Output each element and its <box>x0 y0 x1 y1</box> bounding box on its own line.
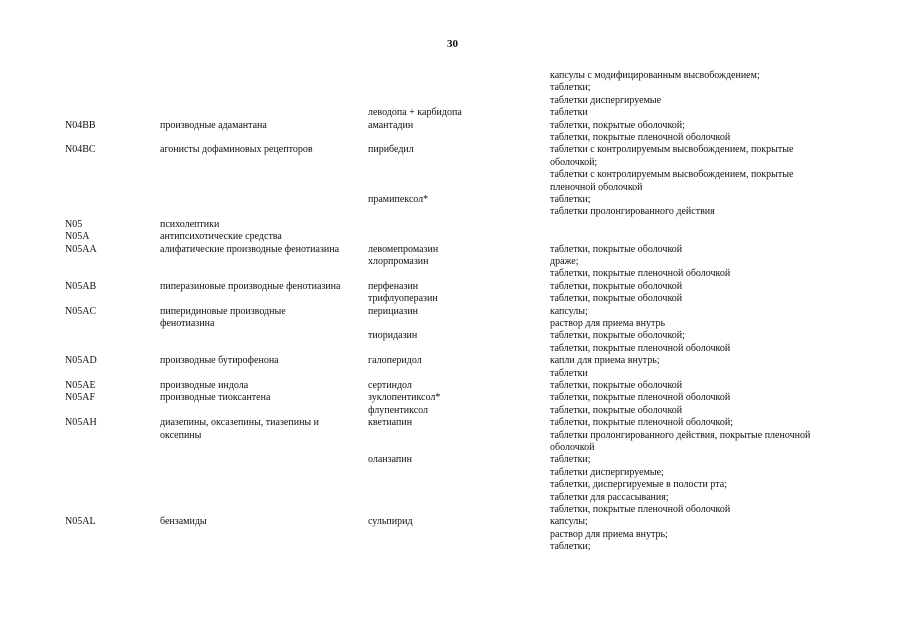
dosage-form: таблетки с контролируемым высвобождением, покрытые <box>550 144 794 156</box>
atc-code: N04BB <box>65 119 96 131</box>
drug-name: кветиапин <box>368 417 413 429</box>
drug-name: тиоридазин <box>368 330 418 342</box>
drug-name: перициазин <box>368 305 418 317</box>
table-row <box>0 82 905 95</box>
atc-code: N05AA <box>65 243 97 255</box>
dosage-form: таблетки, покрытые оболочкой; <box>550 330 685 342</box>
table-row <box>0 95 905 108</box>
pharmacological-group: алифатические производные фенотиазина <box>160 243 340 255</box>
pharmacological-group: производные индола <box>160 380 249 391</box>
drug-name: галоперидол <box>368 355 422 367</box>
dosage-form: капли для приема внутрь; <box>550 355 660 367</box>
table-row <box>0 182 905 195</box>
pharmacological-group: агонисты дофаминовых рецепторов <box>160 144 313 156</box>
dosage-form: таблетки, покрытые пленочной оболочкой <box>550 268 731 280</box>
drug-name: перфеназин <box>368 280 419 292</box>
drug-name: амантадин <box>368 119 414 131</box>
pharmacological-group: пиперидиновые производные <box>160 305 286 317</box>
dosage-form: таблетки пролонгированного действия <box>550 206 715 218</box>
dosage-form: таблетки диспергируемые; <box>550 466 664 478</box>
pharmacological-group: психолептики <box>160 218 220 230</box>
dosage-form: таблетки, покрытые оболочкой <box>550 404 683 416</box>
dosage-form: капсулы; <box>550 516 588 528</box>
atc-code: N05AF <box>65 392 96 404</box>
table-row <box>0 194 905 207</box>
table-row <box>0 516 905 529</box>
table-row <box>0 219 905 232</box>
dosage-form: таблетки <box>550 107 588 119</box>
table-row <box>0 268 905 281</box>
dosage-form: таблетки, диспергируемые в полости рта; <box>550 479 727 491</box>
dosage-form: таблетки, покрытые пленочной оболочкой <box>550 392 731 404</box>
table-row <box>0 479 905 492</box>
drug-name: хлорпромазин <box>368 256 429 267</box>
page-number: 30 <box>447 38 458 50</box>
drug-name: оланзапин <box>368 454 412 466</box>
dosage-form: таблетки диспергируемые <box>550 94 662 106</box>
table-row <box>0 244 905 257</box>
pharmacological-group: оксепины <box>160 429 202 441</box>
table-row <box>0 368 905 381</box>
pharmacological-group: производные тиоксантена <box>160 392 271 404</box>
dosage-form: таблетки, покрытые оболочкой <box>550 280 683 292</box>
table-row <box>0 392 905 405</box>
atc-code: N05AL <box>65 516 96 528</box>
dosage-form: таблетки; <box>550 82 591 94</box>
dosage-form: таблетки; <box>550 541 591 553</box>
atc-code: N05AE <box>65 380 96 391</box>
dosage-form: оболочкой; <box>550 156 598 168</box>
atc-code: N05A <box>65 231 90 243</box>
pharmacological-group: диазепины, оксазепины, тиазепины и <box>160 417 319 429</box>
pharmacological-group: фенотиазина <box>160 318 215 329</box>
table-row <box>0 343 905 356</box>
dosage-form: таблетки, покрытые оболочкой <box>550 380 683 391</box>
drug-name: левомепромазин <box>368 243 439 255</box>
dosage-form: оболочкой <box>550 442 595 453</box>
table-row <box>0 107 905 120</box>
table-row <box>0 157 905 170</box>
table-row <box>0 529 905 542</box>
dosage-form: таблетки, покрытые оболочкой <box>550 243 683 255</box>
table-row <box>0 467 905 480</box>
table-row <box>0 492 905 505</box>
table-row <box>0 293 905 306</box>
drug-name: трифлуоперазин <box>368 293 438 305</box>
table-row <box>0 231 905 244</box>
dosage-form: таблетки с контролируемым высвобождением, покрытые <box>550 169 794 181</box>
dosage-form: таблетки, покрытые пленочной оболочкой <box>550 504 731 515</box>
pharmacological-group: бензамиды <box>160 516 207 528</box>
table-row <box>0 541 905 554</box>
drug-name: сертиндол <box>368 380 412 391</box>
dosage-form: таблетки пролонгированного действия, покрытые пленочной <box>550 429 811 441</box>
atc-code: N05 <box>65 218 83 230</box>
atc-code: N05AB <box>65 280 97 292</box>
table-row <box>0 206 905 219</box>
table-row <box>0 417 905 430</box>
atc-code: N05AH <box>65 417 97 429</box>
table-row <box>0 330 905 343</box>
table-row <box>0 281 905 294</box>
table-row <box>0 380 905 393</box>
dosage-form: таблетки; <box>550 194 591 205</box>
dosage-form: таблетки, покрытые оболочкой; <box>550 119 685 131</box>
dosage-form: раствор для приема внутрь <box>550 318 666 329</box>
table-row <box>0 405 905 418</box>
table-row <box>0 144 905 157</box>
pharmacological-group: антипсихотические средства <box>160 231 282 243</box>
atc-code: N05AC <box>65 305 97 317</box>
table-row <box>0 70 905 83</box>
table-row <box>0 120 905 133</box>
table-row <box>0 454 905 467</box>
drug-name: зуклопентиксол* <box>368 392 441 404</box>
dosage-form: драже; <box>550 256 579 267</box>
table-row <box>0 318 905 331</box>
atc-code: N04BC <box>65 144 96 156</box>
table-row <box>0 430 905 443</box>
dosage-form: капсулы; <box>550 305 588 317</box>
dosage-form: таблетки, покрытые оболочкой <box>550 293 683 305</box>
drug-name: флупентиксол <box>368 404 428 416</box>
drug-name: прамипексол* <box>368 194 429 205</box>
table-row <box>0 442 905 455</box>
dosage-form: раствор для приема внутрь; <box>550 528 668 540</box>
dosage-form: таблетки <box>550 367 588 379</box>
dosage-form: таблетки, покрытые пленочной оболочкой <box>550 132 731 143</box>
dosage-form: таблетки, покрытые пленочной оболочкой; <box>550 417 734 429</box>
table-row <box>0 306 905 319</box>
table-row <box>0 504 905 517</box>
dosage-form: таблетки; <box>550 454 591 466</box>
pharmacological-group: производные бутирофенона <box>160 355 279 367</box>
dosage-form: таблетки, покрытые пленочной оболочкой <box>550 342 731 354</box>
table-row <box>0 169 905 182</box>
dosage-form: пленочной оболочкой <box>550 181 643 193</box>
table-row <box>0 256 905 269</box>
drug-name: леводопа + карбидопа <box>368 107 462 119</box>
pharmacological-group: пиперазиновые производные фенотиазина <box>160 280 341 292</box>
drug-name: пирибедил <box>368 144 414 156</box>
atc-code: N05AD <box>65 355 97 367</box>
pharmacological-group: производные адамантана <box>160 119 267 131</box>
dosage-form: капсулы с модифицированным высвобождением; <box>550 70 760 81</box>
table-row <box>0 355 905 368</box>
dosage-form: таблетки для рассасывания; <box>550 491 669 503</box>
drug-name: сульпирид <box>368 516 413 528</box>
table-row <box>0 132 905 145</box>
